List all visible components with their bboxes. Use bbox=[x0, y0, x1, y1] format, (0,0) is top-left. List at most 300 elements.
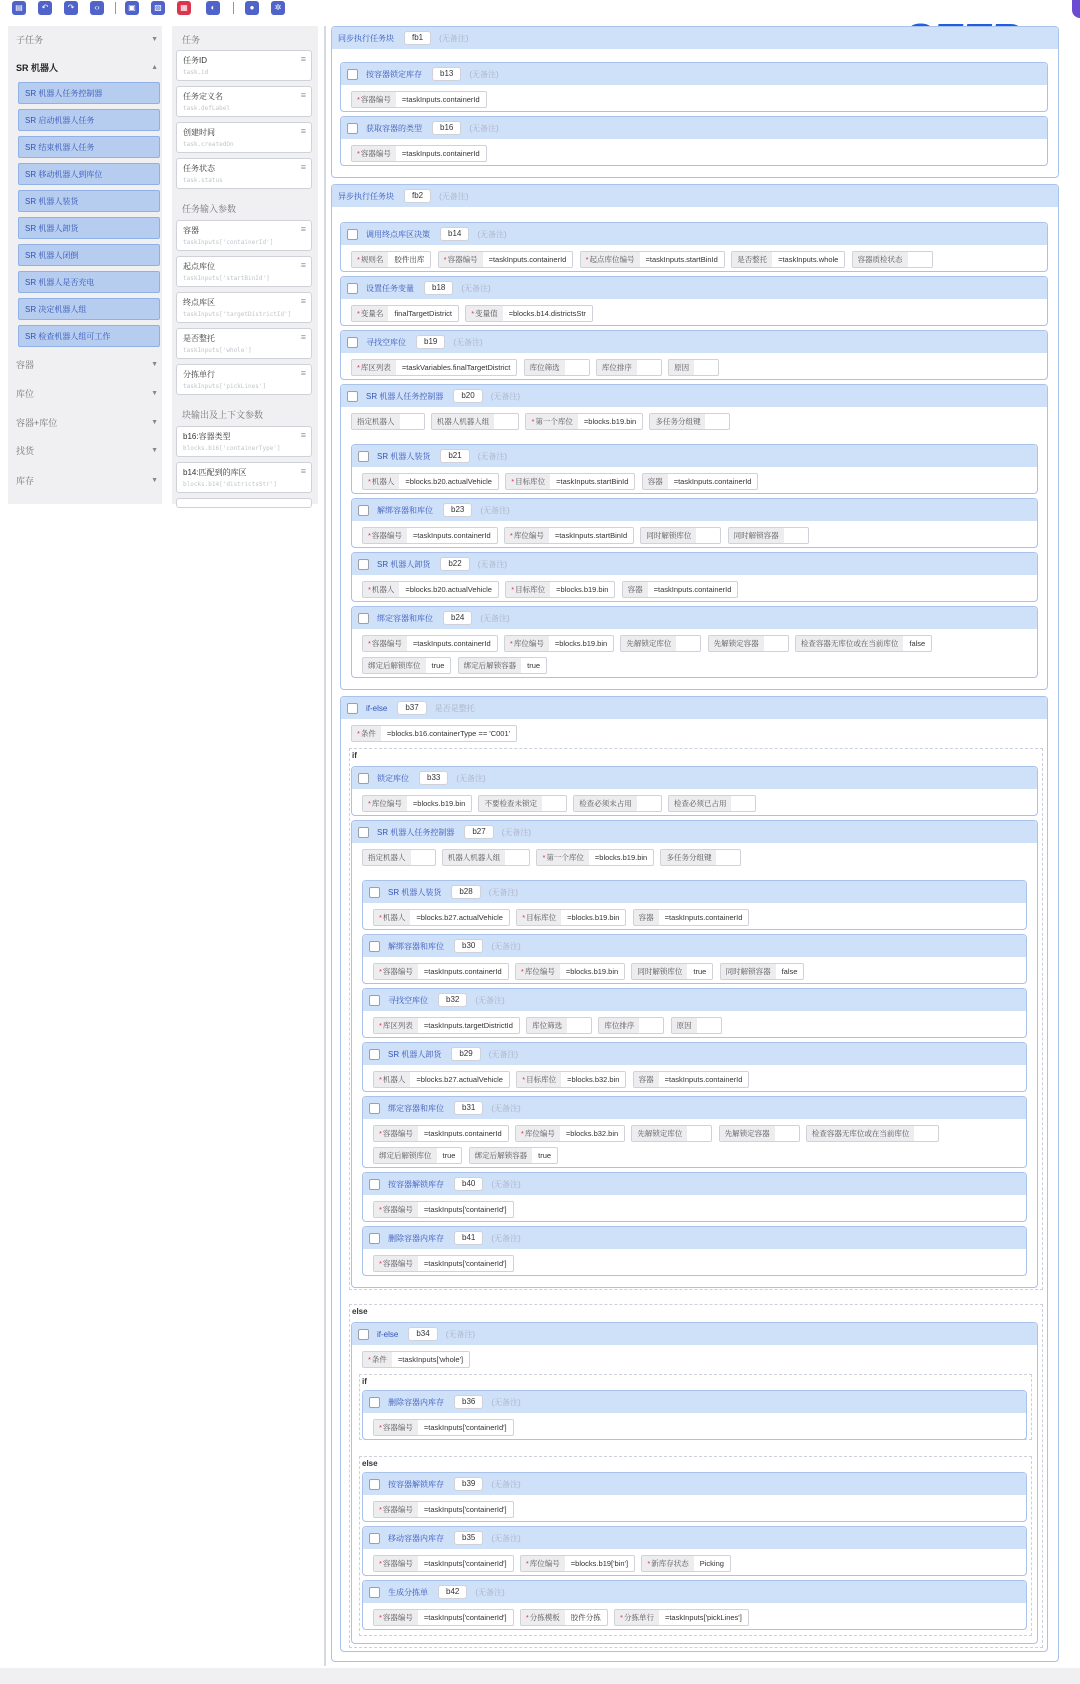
param-field[interactable]: *机器人 =blocks.b27.actualVehicle bbox=[373, 909, 510, 926]
variable-item[interactable] bbox=[176, 462, 312, 493]
param-field[interactable] bbox=[351, 413, 425, 430]
param-field[interactable]: *第一个库位 =blocks.b19.bin bbox=[536, 849, 654, 866]
block-b19[interactable] bbox=[340, 330, 1048, 380]
block-header[interactable] bbox=[363, 1391, 1026, 1413]
param-field[interactable] bbox=[622, 581, 739, 598]
param-value[interactable]: =taskInputs['whole'] bbox=[397, 1355, 464, 1364]
block-checkbox[interactable] bbox=[358, 773, 369, 784]
block-header[interactable] bbox=[352, 821, 1037, 843]
param-value[interactable]: =taskInputs.containerId bbox=[664, 1075, 743, 1084]
palette-item[interactable]: SR 机器人是否充电 bbox=[18, 271, 160, 293]
block-header[interactable] bbox=[332, 27, 1058, 49]
palette-item[interactable]: SR 决定机器人组 bbox=[18, 298, 160, 320]
param-field[interactable]: *容器编号 =taskInputs.containerId bbox=[351, 91, 487, 108]
param-field[interactable]: *库位编号 =blocks.b19.bin bbox=[515, 963, 625, 980]
block-b24[interactable] bbox=[351, 606, 1038, 678]
param-value[interactable] bbox=[411, 850, 435, 865]
param-value[interactable]: =taskInputs['containerId'] bbox=[423, 1559, 507, 1568]
param-value[interactable]: Picking bbox=[699, 1559, 724, 1568]
param-value[interactable]: =blocks.b27.actualVehicle bbox=[416, 1075, 503, 1084]
param-field[interactable]: *容器编号 =taskInputs['containerId'] bbox=[373, 1501, 514, 1518]
block-id[interactable]: b13 bbox=[432, 67, 461, 81]
param-value[interactable] bbox=[914, 1126, 938, 1141]
param-value[interactable]: true bbox=[538, 1151, 552, 1160]
variable-item[interactable] bbox=[176, 292, 312, 323]
param-field[interactable]: *条件 =blocks.b16.containerType == 'C001' bbox=[351, 725, 517, 742]
param-value[interactable]: =taskInputs.containerId bbox=[653, 585, 732, 594]
param-field[interactable]: *容器编号 =taskInputs['containerId'] bbox=[373, 1255, 514, 1272]
palette-item[interactable]: SR 移动机器人到库位 bbox=[18, 163, 160, 185]
block-b23[interactable] bbox=[351, 498, 1038, 548]
variable-item[interactable] bbox=[176, 122, 312, 153]
param-value[interactable]: =taskInputs.containerId bbox=[423, 1129, 502, 1138]
param-value[interactable] bbox=[694, 360, 718, 375]
block-checkbox[interactable] bbox=[347, 337, 358, 348]
block-id[interactable]: fb1 bbox=[404, 31, 431, 45]
param-field[interactable]: *起点库位编号 =taskInputs.startBinId bbox=[580, 251, 725, 268]
block-b28[interactable] bbox=[362, 880, 1027, 930]
block-b32[interactable] bbox=[362, 988, 1027, 1038]
param-value[interactable]: =blocks.b19.bin bbox=[565, 967, 619, 976]
block-checkbox[interactable] bbox=[369, 1397, 380, 1408]
block-checkbox[interactable] bbox=[369, 1049, 380, 1060]
param-value[interactable]: 胶件出库 bbox=[394, 255, 425, 264]
block-id[interactable]: b34 bbox=[408, 1327, 437, 1341]
block-b35[interactable] bbox=[362, 1526, 1027, 1576]
param-field[interactable]: *机器人 =blocks.b20.actualVehicle bbox=[362, 581, 499, 598]
block-id[interactable]: b42 bbox=[438, 1585, 467, 1599]
block-checkbox[interactable] bbox=[358, 827, 369, 838]
variable-item[interactable] bbox=[176, 364, 312, 395]
section-sr-robot[interactable] bbox=[16, 59, 164, 77]
param-value[interactable]: =taskInputs['containerId'] bbox=[423, 1205, 507, 1214]
block-header[interactable] bbox=[352, 607, 1037, 629]
block-checkbox[interactable] bbox=[358, 559, 369, 570]
block-checkbox[interactable] bbox=[347, 283, 358, 294]
param-field[interactable]: *库位编号 =blocks.b19.bin bbox=[504, 635, 614, 652]
block-id[interactable]: b18 bbox=[424, 281, 453, 295]
block-checkbox[interactable] bbox=[358, 613, 369, 624]
block-id[interactable]: b19 bbox=[416, 335, 445, 349]
param-value[interactable]: =taskInputs.targetDistrictId bbox=[423, 1021, 513, 1030]
drag-handle-icon[interactable]: ≡ bbox=[300, 162, 306, 172]
block-header[interactable] bbox=[363, 935, 1026, 957]
param-value[interactable]: =blocks.b19.bin bbox=[554, 639, 608, 648]
block-header[interactable] bbox=[341, 385, 1047, 407]
param-value[interactable]: =blocks.b20.actualVehicle bbox=[405, 477, 492, 486]
side-tab[interactable] bbox=[1072, 0, 1080, 18]
param-value[interactable]: =blocks.b19.bin bbox=[412, 799, 466, 808]
block-header[interactable] bbox=[341, 697, 1047, 719]
image-icon[interactable]: ▣ bbox=[125, 1, 139, 15]
param-value[interactable] bbox=[775, 1126, 799, 1141]
variable-item[interactable] bbox=[176, 158, 312, 189]
param-field[interactable] bbox=[728, 527, 809, 544]
block-id[interactable]: b40 bbox=[454, 1177, 483, 1191]
param-value[interactable] bbox=[637, 360, 661, 375]
block-b16[interactable] bbox=[340, 116, 1048, 166]
param-value[interactable]: =blocks.b19['bin'] bbox=[570, 1559, 629, 1568]
param-value[interactable]: true bbox=[431, 661, 445, 670]
export-icon[interactable]: ▧ bbox=[151, 1, 165, 15]
param-value[interactable]: =blocks.b20.actualVehicle bbox=[405, 585, 492, 594]
block-header[interactable] bbox=[363, 989, 1026, 1011]
block-id[interactable]: b29 bbox=[451, 1047, 480, 1061]
param-field[interactable] bbox=[660, 849, 741, 866]
block-checkbox[interactable] bbox=[369, 995, 380, 1006]
param-field[interactable] bbox=[373, 1147, 462, 1164]
block-header[interactable] bbox=[363, 1581, 1026, 1603]
param-value[interactable]: =blocks.b19.bin bbox=[567, 913, 620, 922]
block-header[interactable] bbox=[341, 117, 1047, 139]
param-field[interactable] bbox=[668, 359, 719, 376]
param-field[interactable]: *分拣单行 =taskInputs['pickLines'] bbox=[614, 1609, 749, 1626]
block-b36[interactable] bbox=[362, 1390, 1027, 1440]
param-field[interactable] bbox=[668, 795, 757, 812]
block-header[interactable] bbox=[363, 881, 1026, 903]
block-id[interactable]: b20 bbox=[453, 389, 482, 403]
param-value[interactable]: =blocks.b14.districtsStr bbox=[508, 309, 586, 318]
param-field[interactable]: *变量值 =blocks.b14.districtsStr bbox=[465, 305, 593, 322]
block-id[interactable]: b27 bbox=[464, 825, 493, 839]
block-header[interactable] bbox=[363, 1097, 1026, 1119]
block-b13[interactable] bbox=[340, 62, 1048, 112]
param-value[interactable]: finalTargetDistrict bbox=[394, 309, 452, 318]
drag-handle-icon[interactable]: ≡ bbox=[300, 224, 306, 234]
block-checkbox[interactable] bbox=[347, 703, 358, 714]
drag-handle-icon[interactable]: ≡ bbox=[300, 332, 306, 342]
block-checkbox[interactable] bbox=[369, 1179, 380, 1190]
param-field[interactable] bbox=[806, 1125, 940, 1142]
block-header[interactable] bbox=[352, 1323, 1037, 1345]
param-value[interactable]: =taskInputs['containerId'] bbox=[423, 1613, 507, 1622]
code-icon[interactable]: ‹› bbox=[90, 1, 104, 15]
param-field[interactable] bbox=[442, 849, 531, 866]
param-field[interactable]: *容器编号 =taskInputs.containerId bbox=[373, 963, 509, 980]
param-value[interactable]: =taskInputs.containerId bbox=[412, 639, 491, 648]
block-id[interactable]: b31 bbox=[454, 1101, 483, 1115]
block-id[interactable]: b39 bbox=[454, 1477, 483, 1491]
param-value[interactable]: =taskInputs.containerId bbox=[673, 477, 752, 486]
param-field[interactable]: *目标库位 =blocks.b19.bin bbox=[505, 581, 615, 598]
param-field[interactable] bbox=[362, 657, 451, 674]
block-id[interactable]: b30 bbox=[454, 939, 483, 953]
block-b33[interactable] bbox=[351, 766, 1038, 816]
param-value[interactable]: =taskInputs.containerId bbox=[423, 967, 502, 976]
palette-item[interactable]: SR 机器人装货 bbox=[18, 190, 160, 212]
param-field[interactable] bbox=[731, 251, 845, 268]
block-checkbox[interactable] bbox=[369, 1479, 380, 1490]
block-header[interactable] bbox=[341, 331, 1047, 353]
block-b31[interactable] bbox=[362, 1096, 1027, 1168]
param-field[interactable] bbox=[852, 251, 933, 268]
variable-item[interactable] bbox=[176, 86, 312, 117]
param-value[interactable] bbox=[716, 850, 740, 865]
param-field[interactable] bbox=[640, 527, 721, 544]
palette-item[interactable]: SR 启动机器人任务 bbox=[18, 109, 160, 131]
param-field[interactable] bbox=[720, 963, 805, 980]
drag-handle-icon[interactable]: ≡ bbox=[300, 54, 306, 64]
block-b42[interactable] bbox=[362, 1580, 1027, 1630]
block-b22[interactable] bbox=[351, 552, 1038, 602]
param-value[interactable] bbox=[784, 528, 808, 543]
block-header[interactable] bbox=[341, 277, 1047, 299]
block-checkbox[interactable] bbox=[369, 1103, 380, 1114]
block-b29[interactable] bbox=[362, 1042, 1027, 1092]
redo-icon[interactable]: ↷ bbox=[64, 1, 78, 15]
param-field[interactable] bbox=[633, 1071, 750, 1088]
block-checkbox[interactable] bbox=[347, 69, 358, 80]
param-field[interactable]: *库位编号 =blocks.b32.bin bbox=[515, 1125, 625, 1142]
param-value[interactable]: =taskInputs.startBinId bbox=[556, 477, 629, 486]
param-field[interactable] bbox=[526, 1017, 592, 1034]
param-field[interactable] bbox=[458, 657, 547, 674]
param-field[interactable] bbox=[642, 473, 759, 490]
param-value[interactable]: =blocks.b32.bin bbox=[567, 1075, 620, 1084]
block-b14[interactable] bbox=[340, 222, 1048, 272]
section-container[interactable] bbox=[16, 356, 164, 374]
block-id[interactable]: fb2 bbox=[404, 189, 431, 203]
block-id[interactable]: b22 bbox=[440, 557, 469, 571]
param-field[interactable] bbox=[598, 1017, 664, 1034]
drag-handle-icon[interactable]: ≡ bbox=[300, 90, 306, 100]
block-b41[interactable] bbox=[362, 1226, 1027, 1276]
palette-icon[interactable]: ◐ bbox=[206, 1, 220, 15]
param-value[interactable] bbox=[687, 1126, 711, 1141]
palette-item[interactable]: SR 结束机器人任务 bbox=[18, 136, 160, 158]
section-container-bin[interactable] bbox=[16, 414, 164, 432]
param-value[interactable]: =taskInputs['containerId'] bbox=[423, 1259, 507, 1268]
param-field[interactable]: *目标库位 =taskInputs.startBinId bbox=[505, 473, 635, 490]
param-value[interactable]: true bbox=[442, 1151, 456, 1160]
param-field[interactable] bbox=[795, 635, 932, 652]
block-id[interactable]: b35 bbox=[454, 1531, 483, 1545]
block-id[interactable]: b33 bbox=[419, 771, 448, 785]
block-checkbox[interactable] bbox=[347, 229, 358, 240]
block-id[interactable]: b36 bbox=[454, 1395, 483, 1409]
section-find-goods[interactable] bbox=[16, 442, 164, 460]
variable-item[interactable] bbox=[176, 328, 312, 359]
param-value[interactable]: =blocks.b19.bin bbox=[556, 585, 609, 594]
param-field[interactable]: *库位编号 =blocks.b19.bin bbox=[362, 795, 472, 812]
param-field[interactable] bbox=[708, 635, 789, 652]
variable-item[interactable] bbox=[176, 220, 312, 251]
param-value[interactable]: =taskInputs.containerId bbox=[412, 531, 491, 540]
block-id[interactable]: b16 bbox=[432, 121, 461, 135]
param-field[interactable] bbox=[362, 849, 436, 866]
param-field[interactable] bbox=[469, 1147, 558, 1164]
drag-handle-icon[interactable]: ≡ bbox=[300, 466, 306, 476]
undo-icon[interactable]: ↶ bbox=[38, 1, 52, 15]
block-id[interactable]: b24 bbox=[443, 611, 472, 625]
block-header[interactable] bbox=[363, 1173, 1026, 1195]
block-checkbox[interactable] bbox=[347, 123, 358, 134]
param-field[interactable]: *条件 =taskInputs['whole'] bbox=[362, 1351, 470, 1368]
param-field[interactable]: *容器编号 =taskInputs.containerId bbox=[373, 1125, 509, 1142]
param-field[interactable]: *规则名 胶件出库 bbox=[351, 251, 431, 268]
param-value[interactable]: =taskInputs['containerId'] bbox=[423, 1505, 507, 1514]
save-icon[interactable]: ▤ bbox=[12, 1, 26, 15]
param-value[interactable]: =blocks.b27.actualVehicle bbox=[416, 913, 503, 922]
drag-handle-icon[interactable]: ≡ bbox=[300, 296, 306, 306]
param-value[interactable] bbox=[676, 636, 700, 651]
param-field[interactable]: *库区列表 =taskVariables.finalTargetDistrict bbox=[351, 359, 517, 376]
block-checkbox[interactable] bbox=[358, 505, 369, 516]
param-field[interactable] bbox=[524, 359, 590, 376]
block-checkbox[interactable] bbox=[369, 1233, 380, 1244]
param-field[interactable] bbox=[649, 413, 730, 430]
param-value[interactable] bbox=[697, 1018, 721, 1033]
section-bin[interactable] bbox=[16, 385, 164, 403]
param-value[interactable] bbox=[696, 528, 720, 543]
param-value[interactable] bbox=[505, 850, 529, 865]
block-header[interactable] bbox=[352, 445, 1037, 467]
block-header[interactable] bbox=[352, 499, 1037, 521]
param-value[interactable]: =taskInputs.startBinId bbox=[554, 531, 628, 540]
param-field[interactable]: *容器编号 =taskInputs.containerId bbox=[438, 251, 574, 268]
block-header[interactable] bbox=[363, 1227, 1026, 1249]
param-field[interactable]: *库区列表 =taskInputs.targetDistrictId bbox=[373, 1017, 520, 1034]
param-value[interactable] bbox=[565, 360, 589, 375]
block-b39[interactable] bbox=[362, 1472, 1027, 1522]
param-value[interactable]: true bbox=[527, 661, 541, 670]
param-value[interactable]: =taskInputs.containerId bbox=[488, 255, 567, 264]
variable-item[interactable] bbox=[176, 426, 312, 457]
param-field[interactable]: *容器编号 =taskInputs['containerId'] bbox=[373, 1609, 514, 1626]
block-checkbox[interactable] bbox=[358, 1329, 369, 1340]
param-value[interactable] bbox=[908, 252, 932, 267]
palette-item[interactable]: SR 机器人闭倒 bbox=[18, 244, 160, 266]
param-value[interactable]: =taskInputs.whole bbox=[778, 255, 839, 264]
param-field[interactable]: *目标库位 =blocks.b32.bin bbox=[516, 1071, 626, 1088]
drag-handle-icon[interactable]: ≡ bbox=[300, 126, 306, 136]
section-inventory[interactable] bbox=[16, 472, 164, 490]
block-header[interactable] bbox=[352, 767, 1037, 789]
param-field[interactable]: *分拣模板 胶件分拣 bbox=[520, 1609, 608, 1626]
block-header[interactable] bbox=[352, 553, 1037, 575]
param-value[interactable] bbox=[639, 1018, 663, 1033]
section-subtask[interactable] bbox=[16, 31, 164, 49]
param-field[interactable]: *目标库位 =blocks.b19.bin bbox=[516, 909, 626, 926]
run-icon[interactable]: ● bbox=[245, 1, 259, 15]
param-value[interactable] bbox=[400, 414, 424, 429]
block-id[interactable]: b28 bbox=[451, 885, 480, 899]
param-field[interactable]: *新库存状态 Picking bbox=[641, 1555, 731, 1572]
param-field[interactable] bbox=[633, 909, 750, 926]
param-value[interactable] bbox=[637, 796, 661, 811]
delete-icon[interactable]: ▦ bbox=[177, 1, 191, 15]
variable-item[interactable] bbox=[176, 256, 312, 287]
param-value[interactable]: =taskVariables.finalTargetDistrict bbox=[401, 363, 511, 372]
block-b18[interactable] bbox=[340, 276, 1048, 326]
block-id[interactable]: b21 bbox=[440, 449, 469, 463]
param-value[interactable] bbox=[764, 636, 788, 651]
panel-divider[interactable] bbox=[324, 26, 326, 1666]
param-value[interactable] bbox=[731, 796, 755, 811]
param-field[interactable] bbox=[431, 413, 520, 430]
block-id[interactable]: b23 bbox=[443, 503, 472, 517]
block-header[interactable] bbox=[363, 1043, 1026, 1065]
param-field[interactable]: *容器编号 =taskInputs.containerId bbox=[351, 145, 487, 162]
param-field[interactable]: *容器编号 =taskInputs['containerId'] bbox=[373, 1201, 514, 1218]
block-checkbox[interactable] bbox=[358, 451, 369, 462]
block-checkbox[interactable] bbox=[369, 941, 380, 952]
settings-icon[interactable]: ✲ bbox=[271, 1, 285, 15]
param-field[interactable]: *库位编号 =taskInputs.startBinId bbox=[504, 527, 634, 544]
param-field[interactable] bbox=[596, 359, 662, 376]
param-field[interactable]: *容器编号 =taskInputs['containerId'] bbox=[373, 1555, 514, 1572]
param-value[interactable]: =taskInputs.startBinId bbox=[645, 255, 718, 264]
block-header[interactable] bbox=[363, 1473, 1026, 1495]
block-header[interactable] bbox=[332, 185, 1058, 207]
param-value[interactable]: false bbox=[781, 967, 798, 976]
block-id[interactable]: b14 bbox=[440, 227, 469, 241]
param-value[interactable] bbox=[567, 1018, 591, 1033]
variable-item[interactable] bbox=[176, 498, 312, 508]
param-value[interactable]: =blocks.b19.bin bbox=[583, 417, 637, 426]
param-value[interactable]: =taskInputs.containerId bbox=[401, 149, 480, 158]
block-id[interactable]: b37 bbox=[397, 701, 426, 715]
palette-item[interactable]: SR 机器人卸货 bbox=[18, 217, 160, 239]
block-header[interactable] bbox=[341, 223, 1047, 245]
block-b40[interactable] bbox=[362, 1172, 1027, 1222]
block-b30[interactable] bbox=[362, 934, 1027, 984]
param-value[interactable] bbox=[542, 796, 566, 811]
param-field[interactable] bbox=[631, 963, 713, 980]
block-checkbox[interactable] bbox=[369, 1587, 380, 1598]
param-value[interactable]: =blocks.b32.bin bbox=[565, 1129, 619, 1138]
param-value[interactable]: true bbox=[693, 967, 707, 976]
block-checkbox[interactable] bbox=[369, 1533, 380, 1544]
param-field[interactable] bbox=[719, 1125, 800, 1142]
param-field[interactable]: *容器编号 =taskInputs['containerId'] bbox=[373, 1419, 514, 1436]
param-field[interactable] bbox=[671, 1017, 722, 1034]
block-header[interactable] bbox=[363, 1527, 1026, 1549]
param-field[interactable]: *容器编号 =taskInputs.containerId bbox=[362, 527, 498, 544]
param-value[interactable]: 胶件分拣 bbox=[570, 1613, 601, 1622]
param-value[interactable]: =taskInputs.containerId bbox=[401, 95, 480, 104]
param-value[interactable]: =blocks.b16.containerType == 'C001' bbox=[386, 729, 511, 738]
param-value[interactable]: false bbox=[909, 639, 926, 648]
param-field[interactable]: *容器编号 =taskInputs.containerId bbox=[362, 635, 498, 652]
block-id[interactable]: b32 bbox=[438, 993, 467, 1007]
block-header[interactable] bbox=[341, 63, 1047, 85]
variable-item[interactable] bbox=[176, 50, 312, 81]
param-field[interactable]: *机器人 =blocks.b27.actualVehicle bbox=[373, 1071, 510, 1088]
param-value[interactable] bbox=[494, 414, 518, 429]
param-field[interactable] bbox=[631, 1125, 712, 1142]
param-field[interactable] bbox=[573, 795, 662, 812]
block-checkbox[interactable] bbox=[347, 391, 358, 402]
param-field[interactable]: *库位编号 =blocks.b19['bin'] bbox=[520, 1555, 635, 1572]
palette-item[interactable]: SR 机器人任务控制器 bbox=[18, 82, 160, 104]
param-value[interactable]: =blocks.b19.bin bbox=[594, 853, 648, 862]
param-field[interactable] bbox=[620, 635, 701, 652]
param-value[interactable]: =taskInputs['containerId'] bbox=[423, 1423, 507, 1432]
param-value[interactable]: =taskInputs['pickLines'] bbox=[664, 1613, 742, 1622]
param-field[interactable]: *变量名 finalTargetDistrict bbox=[351, 305, 459, 322]
block-checkbox[interactable] bbox=[369, 887, 380, 898]
block-b21[interactable] bbox=[351, 444, 1038, 494]
param-field[interactable] bbox=[478, 795, 567, 812]
drag-handle-icon[interactable]: ≡ bbox=[300, 260, 306, 270]
drag-handle-icon[interactable]: ≡ bbox=[300, 368, 306, 378]
param-field[interactable]: *机器人 =blocks.b20.actualVehicle bbox=[362, 473, 499, 490]
param-value[interactable]: =taskInputs.containerId bbox=[664, 913, 743, 922]
drag-handle-icon[interactable]: ≡ bbox=[300, 430, 306, 440]
block-id[interactable]: b41 bbox=[454, 1231, 483, 1245]
param-field[interactable]: *第一个库位 =blocks.b19.bin bbox=[525, 413, 643, 430]
